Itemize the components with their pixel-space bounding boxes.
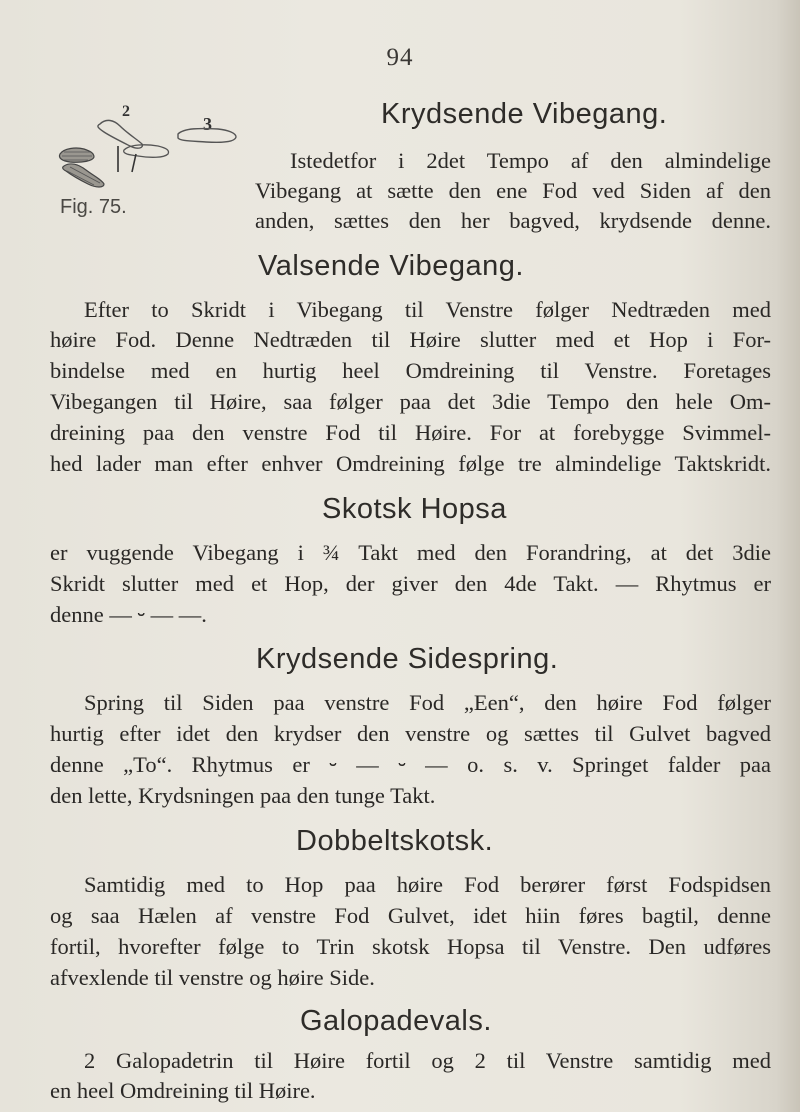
text-line: den lette, Krydsningen paa den tunge Takt. xyxy=(50,783,436,808)
heading-krydsende-vibegang: Krydsende Vibegang. xyxy=(381,98,668,130)
text-line: en heel Omdreining til Høire. xyxy=(50,1078,316,1103)
heading-dobbeltskotsk: Dobbeltskotsk. xyxy=(296,825,494,857)
text-line: dreining paa den venstre Fod til Høire. For at forebygge Svimmel- xyxy=(50,420,771,445)
foot-outline-middle xyxy=(124,145,169,158)
text-line: Efter to Skridt i Vibegang til Venstre følger Nedtræden med xyxy=(84,297,771,322)
text-line: Vibegang at sætte den ene Fod ved Siden af den xyxy=(255,178,771,203)
figure-label-3: 3 xyxy=(203,114,212,134)
text-line: Samtidig med to Hop paa høire Fod berører først Fodspidsen xyxy=(84,872,771,897)
foot-hatched-horizontal xyxy=(59,148,94,162)
heading-valsende-vibegang: Valsende Vibegang. xyxy=(258,250,524,282)
heading-krydsende-sidespring: Krydsende Sidespring. xyxy=(256,643,559,675)
text-line: høire Fod. Denne Nedtræden til Høire slutter med et Hop i For- xyxy=(50,327,771,352)
text-line: hurtig efter idet den krydser den venstre og sættes til Gulvet bagved xyxy=(50,721,771,746)
text-line: afvexlende til venstre og høire Side. xyxy=(50,965,375,990)
text-line: 2 Galopadetrin til Høire fortil og 2 til Venstre samtidig med xyxy=(84,1048,771,1073)
text-line: denne — ⏑ — —. xyxy=(50,602,207,627)
text-line: fortil, hvorefter følge to Trin skotsk Hopsa til Venstre. Den udføres xyxy=(50,934,771,959)
foot-outline-2 xyxy=(98,120,142,148)
text-line: hed lader man efter enhver Omdreining følge tre almindelige Taktskridt. xyxy=(50,451,771,476)
text-line: Skridt slutter med et Hop, der giver den 4de Takt. — Rhytmus er xyxy=(50,571,771,596)
text-line: anden, sættes den her bagved, krydsende denne. xyxy=(255,208,771,233)
text-line: Istedetfor i 2det Tempo af den almindelige xyxy=(290,148,771,173)
heading-skotsk-hopsa: Skotsk Hopsa xyxy=(322,493,507,525)
text-line: er vuggende Vibegang i ¾ Takt med den Forandring, at det 3die xyxy=(50,540,771,565)
heading-galopadevals: Galopadevals. xyxy=(300,1005,492,1037)
figure-caption: Fig. 75. xyxy=(60,196,127,218)
text-line: denne „To“. Rhytmus er ⏑ — ⏑ — o. s. v. Springet falder paa xyxy=(50,752,771,777)
text-line: Spring til Siden paa venstre Fod „Een“, den høire Fod følger xyxy=(84,690,771,715)
text-line: Vibegangen til Høire, saa følger paa det 3die Tempo den hele Om- xyxy=(50,389,771,414)
text-line: bindelse med en hurtig heel Omdreining til Venstre. Foretages xyxy=(50,358,771,383)
page-number: 94 xyxy=(386,44,414,71)
text-line: og saa Hælen af venstre Fod Gulvet, idet hiin føres bagtil, denne xyxy=(50,903,771,928)
foot-hatched-angled xyxy=(63,164,104,187)
figure-label-2: 2 xyxy=(122,103,130,120)
